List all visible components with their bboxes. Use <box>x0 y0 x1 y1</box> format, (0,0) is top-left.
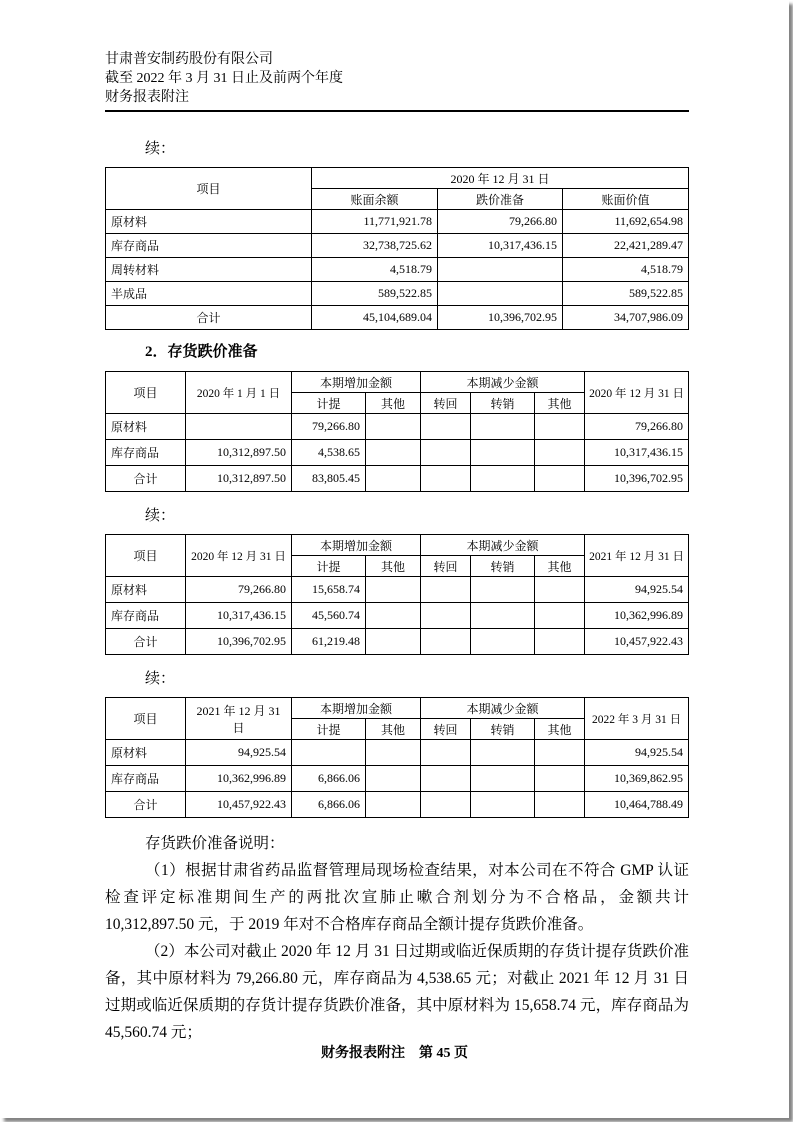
col-header-start-date: 2020 年 12 月 31 日 <box>186 535 292 577</box>
inventory-balance-table <box>105 167 689 330</box>
col-header-increase: 本期增加金额 <box>292 372 421 393</box>
col-subheader-reversal: 转回 <box>421 393 471 414</box>
continued-label-2: 续： <box>145 508 176 524</box>
cell-value: 10,464,788.49 <box>585 792 689 818</box>
cell-value <box>535 792 585 818</box>
cell-value <box>535 603 585 629</box>
continued-label-3: 续： <box>145 671 176 687</box>
col-header-end-date: 2022 年 3 月 31 日 <box>585 698 689 740</box>
report-period: 截至 2022 年 3 月 31 日止及前两个年度 <box>105 71 343 86</box>
col-header-end-date: 2021 年 12 月 31 日 <box>585 535 689 577</box>
cell-value <box>366 766 421 792</box>
continued-label-1: 续： <box>145 141 176 157</box>
cell-value: 10,396,702.95 <box>585 466 689 492</box>
cell-value: 4,518.79 <box>312 258 438 282</box>
cell-value <box>366 603 421 629</box>
table-header-row <box>106 168 689 189</box>
cell-value: 94,925.54 <box>585 740 689 766</box>
cell-value <box>535 466 585 492</box>
document-header <box>105 50 689 112</box>
table-total-row <box>106 306 689 330</box>
cell-item: 库存商品 <box>106 440 186 466</box>
cell-value: 10,396,702.95 <box>186 629 292 655</box>
cell-item: 库存商品 <box>106 766 186 792</box>
cell-value <box>535 740 585 766</box>
cell-value <box>471 629 535 655</box>
cell-value: 10,317,436.15 <box>438 234 563 258</box>
col-subheader-other-inc: 其他 <box>366 719 421 740</box>
col-subheader-balance: 账面余额 <box>312 189 438 210</box>
col-subheader-value: 账面价值 <box>563 189 689 210</box>
cell-value: 94,925.54 <box>186 740 292 766</box>
cell-value: 10,362,996.89 <box>585 603 689 629</box>
table-row <box>106 414 689 440</box>
cell-value <box>366 740 421 766</box>
company-name: 甘肃普安制药股份有限公司 <box>105 52 273 67</box>
cell-value: 10,369,862.95 <box>585 766 689 792</box>
cell-value: 79,266.80 <box>292 414 366 440</box>
cell-value: 6,866.06 <box>292 792 366 818</box>
cell-value: 11,771,921.78 <box>312 210 438 234</box>
col-subheader-writeoff: 转销 <box>471 393 535 414</box>
col-header-item: 项目 <box>106 698 186 740</box>
cell-value: 589,522.85 <box>312 282 438 306</box>
cell-item: 半成品 <box>106 282 312 306</box>
table-row <box>106 282 689 306</box>
notes-title: 存货跌价准备说明： <box>145 835 285 852</box>
cell-value: 6,866.06 <box>292 766 366 792</box>
cell-value <box>366 629 421 655</box>
cell-value <box>471 740 535 766</box>
cell-value <box>421 766 471 792</box>
col-subheader-reversal: 转回 <box>421 719 471 740</box>
cell-item: 合计 <box>106 466 186 492</box>
cell-value <box>366 792 421 818</box>
cell-value <box>421 629 471 655</box>
cell-value <box>421 466 471 492</box>
cell-value: 10,317,436.15 <box>186 603 292 629</box>
provision-table-2021 <box>105 534 689 655</box>
cell-value <box>438 282 563 306</box>
col-header-date: 2020 年 12 月 31 日 <box>312 168 689 189</box>
cell-value: 10,362,996.89 <box>186 766 292 792</box>
cell-value: 10,457,922.43 <box>186 792 292 818</box>
cell-value <box>471 603 535 629</box>
col-subheader-accrual: 计提 <box>292 393 366 414</box>
table-row <box>106 766 689 792</box>
cell-value: 10,457,922.43 <box>585 629 689 655</box>
cell-value: 11,692,654.98 <box>563 210 689 234</box>
cell-value <box>471 414 535 440</box>
cell-value <box>421 792 471 818</box>
cell-value: 45,104,689.04 <box>312 306 438 330</box>
cell-item: 合计 <box>106 629 186 655</box>
section-heading-inventory-provision: 2．存货跌价准备 <box>145 344 258 360</box>
col-header-item: 项目 <box>106 168 312 210</box>
col-header-start-date: 2020 年 1 月 1 日 <box>186 372 292 414</box>
cell-item: 原材料 <box>106 414 186 440</box>
col-subheader-other-dec: 其他 <box>535 719 585 740</box>
notes-paragraph-2: （2）本公司对截止 2020 年 12 月 31 日过期或临近保质期的存货计提存货跌价准备，其中原材料为 79,266.80 元，库存商品为 4,538.65 元；对截止 2021 年 12 月 31 日过期或临近保质期的存货计提存货跌价准备，其中原材料为 15,658.74 元，库存商品为 45,560.74 元； <box>105 943 689 1041</box>
cell-value: 4,518.79 <box>563 258 689 282</box>
cell-value <box>366 577 421 603</box>
cell-value: 61,219.48 <box>292 629 366 655</box>
cell-value: 79,266.80 <box>186 577 292 603</box>
cell-item: 库存商品 <box>106 603 186 629</box>
table-row <box>106 210 689 234</box>
cell-value <box>366 466 421 492</box>
cell-value <box>438 258 563 282</box>
table-row <box>106 234 689 258</box>
col-header-end-date: 2020 年 12 月 31 日 <box>585 372 689 414</box>
cell-item: 原材料 <box>106 210 312 234</box>
notes-section <box>105 830 689 1046</box>
col-subheader-provision: 跌价准备 <box>438 189 563 210</box>
cell-value: 22,421,289.47 <box>563 234 689 258</box>
cell-value: 15,658.74 <box>292 577 366 603</box>
cell-value <box>186 414 292 440</box>
table-total-row <box>106 629 689 655</box>
cell-value: 10,317,436.15 <box>585 440 689 466</box>
col-subheader-writeoff: 转销 <box>471 719 535 740</box>
cell-value: 4,538.65 <box>292 440 366 466</box>
cell-value <box>471 440 535 466</box>
col-subheader-accrual: 计提 <box>292 556 366 577</box>
cell-value <box>366 414 421 440</box>
cell-item: 原材料 <box>106 577 186 603</box>
table-row <box>106 258 689 282</box>
col-header-increase: 本期增加金额 <box>292 698 421 719</box>
cell-value: 79,266.80 <box>438 210 563 234</box>
cell-value <box>471 466 535 492</box>
col-header-decrease: 本期减少金额 <box>421 698 585 719</box>
notes-paragraph-1: （1）根据甘肃省药品监督管理局现场检查结果，对本公司在不符合 GMP 认证检查评定标准期间生产的两批次宣肺止嗽合剂划分为不合格品，金额共计 10,312,897.50 元，于 2019 年对不合格库存商品全额计提存货跌价准备。 <box>105 862 689 933</box>
cell-value <box>421 440 471 466</box>
col-subheader-reversal: 转回 <box>421 556 471 577</box>
table-row <box>106 603 689 629</box>
col-header-decrease: 本期减少金额 <box>421 372 585 393</box>
cell-value <box>421 603 471 629</box>
cell-item: 合计 <box>106 792 186 818</box>
col-header-decrease: 本期减少金额 <box>421 535 585 556</box>
cell-value: 10,396,702.95 <box>438 306 563 330</box>
table-header-row <box>106 698 689 719</box>
cell-value <box>535 577 585 603</box>
cell-value: 10,312,897.50 <box>186 440 292 466</box>
table-row <box>106 440 689 466</box>
cell-value <box>535 629 585 655</box>
cell-item: 原材料 <box>106 740 186 766</box>
cell-value: 32,738,725.62 <box>312 234 438 258</box>
doc-title: 财务报表附注 <box>105 90 189 105</box>
cell-value <box>421 740 471 766</box>
cell-value <box>471 792 535 818</box>
col-header-item: 项目 <box>106 372 186 414</box>
cell-value <box>535 414 585 440</box>
cell-value: 83,805.45 <box>292 466 366 492</box>
cell-value: 34,707,986.09 <box>563 306 689 330</box>
cell-value: 589,522.85 <box>563 282 689 306</box>
col-subheader-other-dec: 其他 <box>535 393 585 414</box>
col-subheader-other-inc: 其他 <box>366 556 421 577</box>
cell-item: 库存商品 <box>106 234 312 258</box>
table-total-row <box>106 792 689 818</box>
table-row <box>106 740 689 766</box>
cell-value <box>535 440 585 466</box>
cell-value <box>421 414 471 440</box>
cell-value <box>471 577 535 603</box>
cell-value <box>471 766 535 792</box>
col-header-item: 项目 <box>106 535 186 577</box>
cell-value <box>421 577 471 603</box>
header-divider <box>105 110 689 112</box>
col-subheader-other-dec: 其他 <box>535 556 585 577</box>
cell-value: 94,925.54 <box>585 577 689 603</box>
cell-value: 45,560.74 <box>292 603 366 629</box>
cell-value: 79,266.80 <box>585 414 689 440</box>
col-subheader-accrual: 计提 <box>292 719 366 740</box>
page-footer: 财务报表附注 第 45 页 <box>321 1046 468 1061</box>
cell-value <box>292 740 366 766</box>
table-total-row <box>106 466 689 492</box>
table-row <box>106 577 689 603</box>
col-subheader-writeoff: 转销 <box>471 556 535 577</box>
cell-value <box>366 440 421 466</box>
col-header-start-date: 2021 年 12 月 31 日 <box>186 698 292 740</box>
page-content <box>105 50 689 1046</box>
cell-value <box>535 766 585 792</box>
cell-value: 10,312,897.50 <box>186 466 292 492</box>
table-header-row <box>106 535 689 556</box>
provision-table-2022q1 <box>105 697 689 818</box>
cell-item: 周转材料 <box>106 258 312 282</box>
cell-item: 合计 <box>106 306 312 330</box>
provision-table-2020 <box>105 371 689 492</box>
table-header-row <box>106 372 689 393</box>
col-header-increase: 本期增加金额 <box>292 535 421 556</box>
col-subheader-other-inc: 其他 <box>366 393 421 414</box>
